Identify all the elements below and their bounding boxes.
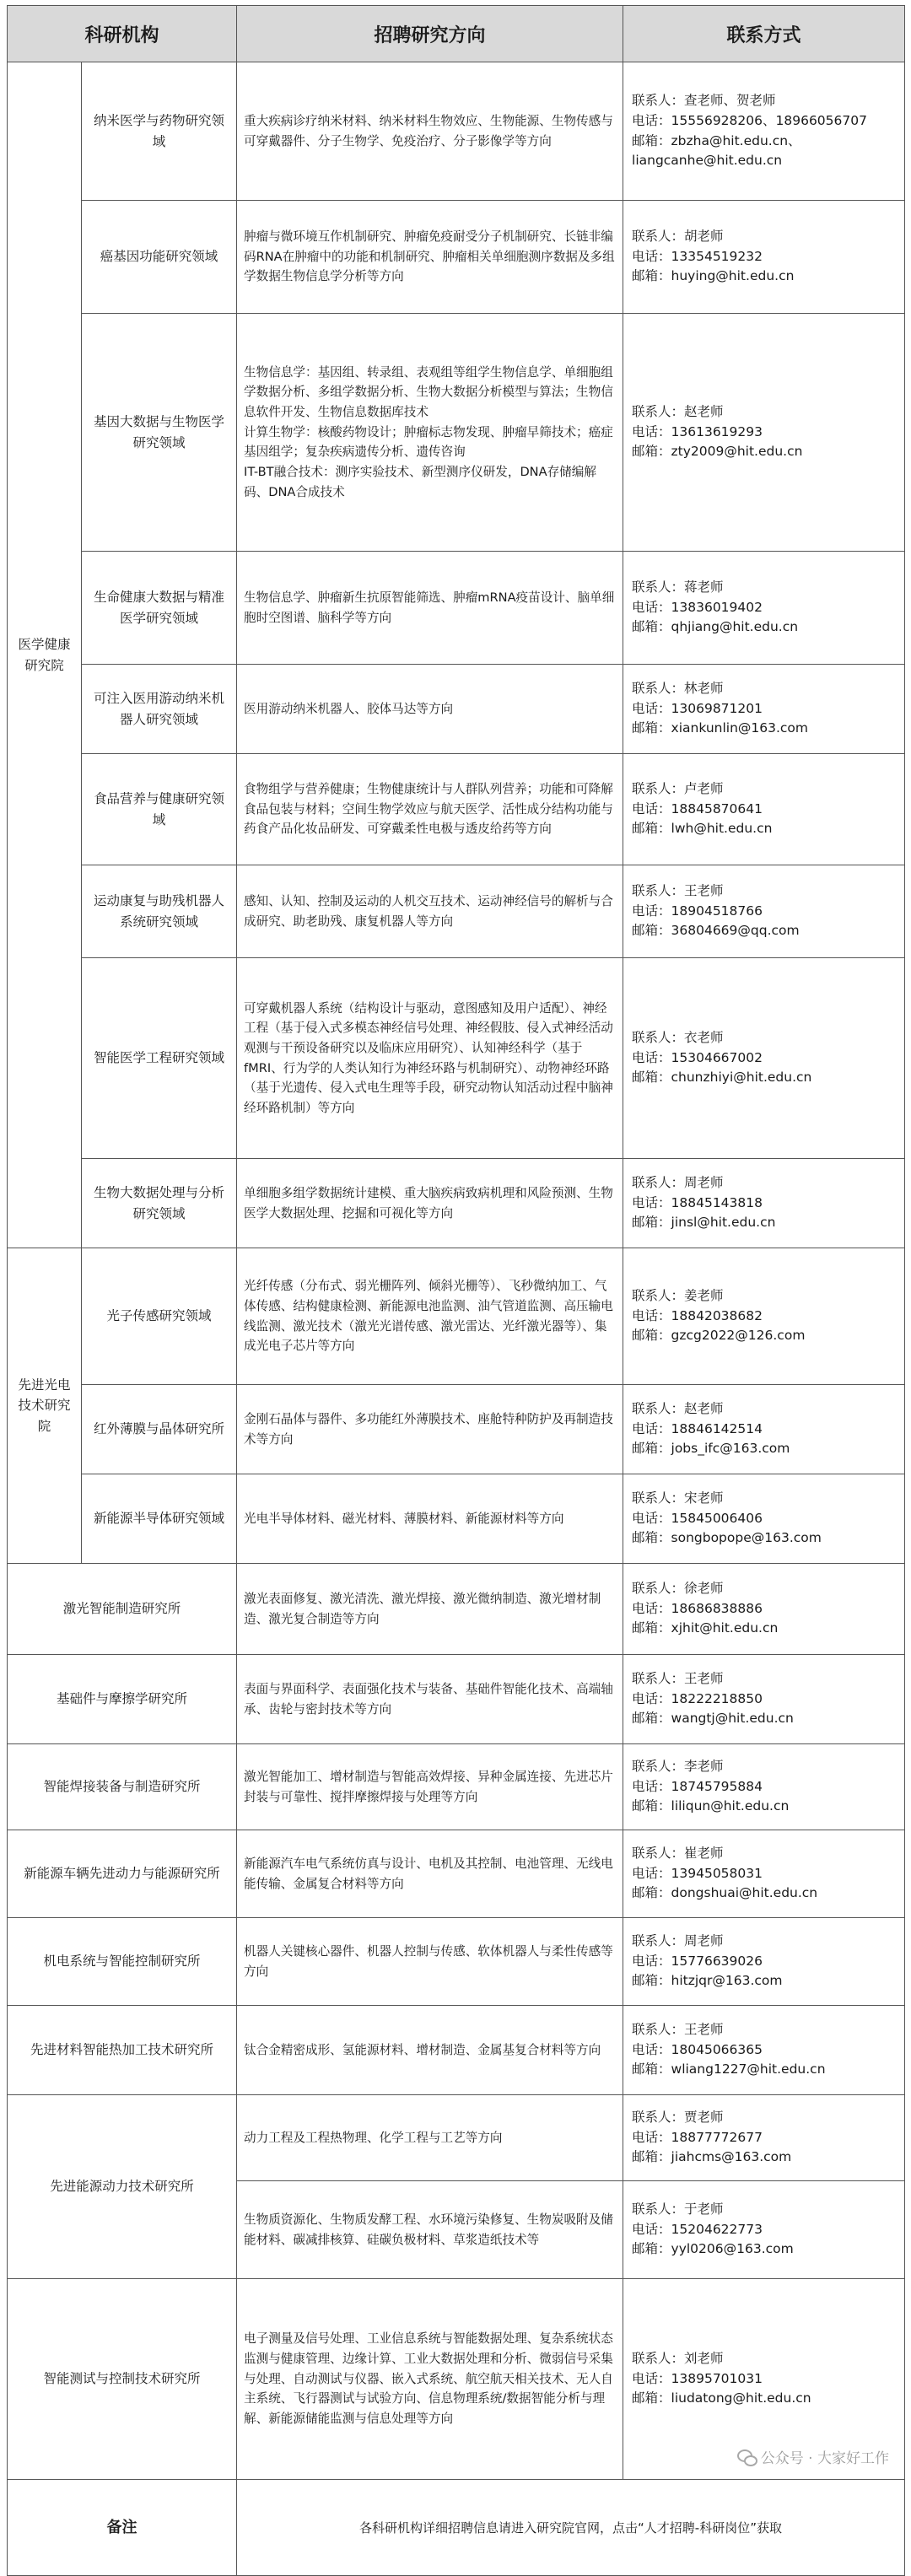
header-institution: 科研机构 [8,6,237,62]
direction-cell: 重大疾病诊疗纳米材料、纳米材料生物效应、生物能源、生物传感与可穿戴器件、分子生物学、免疫治疗、分子影像学等方向 [237,62,623,201]
sub-area: 生物大数据处理与分析研究领域 [82,1159,237,1248]
direction-cell: 单细胞多组学数据统计建模、重大脑疾病致病机理和风险预测、生物医学大数据处理、挖掘和可视化等方向 [237,1159,623,1248]
direction-cell: 光纤传感（分布式、弱光栅阵列、倾斜光栅等）、飞秒微纳加工、气体传感、结构健康检测、新能源电池监测、油气管道监测、高压输电线监测、激光技术（激光光谱传感、激光雷达、光纤激光器等）、集成光电子芯片等方向 [237,1248,623,1385]
remark-row [8,2480,905,2576]
sub-area: 可注入医用游动纳米机器人研究领域 [82,665,237,754]
table-row [8,1918,905,2006]
direction-cell: 肿瘤与微环境互作机制研究、肿瘤免疫耐受分子机制研究、长链非编码RNA在肿瘤中的功能和机制研究、肿瘤相关单细胞测序数据及多组学数据生物信息学分析等方向 [237,201,623,314]
direction-cell: 激光表面修复、激光清洗、激光焊接、激光微纳制造、激光增材制造、激光复合制造等方向 [237,1564,623,1655]
table-row [8,958,905,1159]
contact-cell: 联系人：李老师 电话：18745795884 邮箱：liliqun@hit.edu.cn [623,1744,905,1830]
table-row [8,1248,905,1385]
table-row [8,1564,905,1655]
contact-cell: 联系人：赵老师 电话：18846142514 邮箱：jobs_ifc@163.com [623,1385,905,1474]
direction-cell: 新能源汽车电气系统仿真与设计、电机及其控制、电池管理、无线电能传输、金属复合材料等方向 [237,1830,623,1918]
sub-area: 新能源半导体研究领域 [82,1474,237,1564]
sub-area: 癌基因功能研究领域 [82,201,237,314]
sub-area: 食品营养与健康研究领域 [82,754,237,865]
direction-cell: 金刚石晶体与器件、多功能红外薄膜技术、座舱特种防护及再制造技术等方向 [237,1385,623,1474]
remark-label: 备注 [8,2480,237,2576]
institute-name: 基础件与摩擦学研究所 [8,1655,237,1744]
table-row [8,1744,905,1830]
contact-cell: 联系人：于老师 电话：15204622773 邮箱：yyl0206@163.com [623,2181,905,2279]
institute-name: 机电系统与智能控制研究所 [8,1918,237,2006]
table-row [8,1385,905,1474]
contact-cell: 联系人：王老师 电话：18904518766 邮箱：36804669@qq.com [623,865,905,958]
contact-cell: 联系人：卢老师 电话：18845870641 邮箱：lwh@hit.edu.cn [623,754,905,865]
direction-cell: 生物信息学：基因组、转录组、表观组等组学生物信息学、单细胞组学数据分析、多组学数据分析、生物大数据分析模型与算法；生物信息软件开发、生物信息数据库技术 计算生物学：核酸药物设计；肿瘤标志物发现、肿瘤早筛技术；癌症基因组学；复杂疾病遗传分析、遗传咨询 IT-BT融合技术：测序实验技术、新型测序仪研发，DNA存储编解码、DNA合成技术 [237,314,623,552]
sub-area: 生命健康大数据与精准医学研究领域 [82,552,237,665]
contact-cell: 联系人：姜老师 电话：18842038682 邮箱：gzcg2022@126.com [623,1248,905,1385]
sub-area: 纳米医学与药物研究领域 [82,62,237,201]
table-row [8,552,905,665]
contact-cell: 联系人：贾老师 电话：18877772677 邮箱：jiahcms@163.com [623,2095,905,2181]
table-row [8,2006,905,2095]
institute-name: 先进光电技术研究院 [8,1248,82,1564]
sub-area: 运动康复与助残机器人系统研究领域 [82,865,237,958]
direction-cell: 医用游动纳米机器人、胶体马达等方向 [237,665,623,754]
sub-area: 红外薄膜与晶体研究所 [82,1385,237,1474]
direction-cell: 生物信息学、肿瘤新生抗原智能筛选、肿瘤mRNA疫苗设计、脑单细胞时空图谱、脑科学等方向 [237,552,623,665]
direction-cell: 机器人关键核心器件、机器人控制与传感、软体机器人与柔性传感等方向 [237,1918,623,2006]
table-row [8,1159,905,1248]
direction-cell: 表面与界面科学、表面强化技术与装备、基础件智能化技术、高端轴承、齿轮与密封技术等方向 [237,1655,623,1744]
table-row [8,62,905,201]
institute-name: 先进材料智能热加工技术研究所 [8,2006,237,2095]
table-row [8,865,905,958]
direction-cell: 感知、认知、控制及运动的人机交互技术、运动神经信号的解析与合成研究、助老助残、康复机器人等方向 [237,865,623,958]
institute-name: 智能测试与控制技术研究所 [8,2279,237,2480]
direction-cell: 光电半导体材料、磁光材料、薄膜材料、新能源材料等方向 [237,1474,623,1564]
contact-cell: 联系人：刘老师 电话：13895701031 邮箱：liudatong@hit.edu.cn [623,2279,905,2480]
direction-cell: 钛合金精密成形、氢能源材料、增材制造、金属基复合材料等方向 [237,2006,623,2095]
institute-name: 新能源车辆先进动力与能源研究所 [8,1830,237,1918]
sub-area: 光子传感研究领域 [82,1248,237,1385]
sub-area: 智能医学工程研究领域 [82,958,237,1159]
header-direction: 招聘研究方向 [237,6,623,62]
table-row [8,2095,905,2181]
direction-cell: 食物组学与营养健康；生物健康统计与人群队列营养；功能和可降解食品包装与材料；空间生物学效应与航天医学、活性成分结构功能与药食产品化妆品研发、可穿戴柔性电极与透皮给药等方向 [237,754,623,865]
contact-cell: 联系人：衣老师 电话：15304667002 邮箱：chunzhiyi@hit.edu.cn [623,958,905,1159]
institute-name: 先进能源动力技术研究所 [8,2095,237,2279]
header-contact: 联系方式 [623,6,905,62]
direction-cell: 激光智能加工、增材制造与智能高效焊接、异种金属连接、先进芯片封装与可靠性、搅拌摩擦焊接与处理等方向 [237,1744,623,1830]
watermark [737,2446,889,2467]
contact-cell: 联系人：王老师 电话：18045066365 邮箱：wliang1227@hit.edu.cn [623,2006,905,2095]
institute-name: 医学健康研究院 [8,62,82,1248]
contact-cell: 联系人：徐老师 电话：18686838886 邮箱：xjhit@hit.edu.cn [623,1564,905,1655]
watermark-text: 公众号 · 大家好工作 [760,2450,889,2467]
contact-cell: 联系人：赵老师 电话：13613619293 邮箱：zty2009@hit.edu.cn [623,314,905,552]
direction-cell: 生物质资源化、生物质发酵工程、水环境污染修复、生物炭吸附及储能材料、碳减排核算、硅碳负极材料、草浆造纸技术等 [237,2181,623,2279]
direction-cell: 动力工程及工程热物理、化学工程与工艺等方向 [237,2095,623,2181]
remark-text: 各科研机构详细招聘信息请进入研究院官网，点击“人才招聘-科研岗位”获取 [237,2480,905,2576]
contact-cell: 联系人：林老师 电话：13069871201 邮箱：xiankunlin@163.com [623,665,905,754]
header-row [8,6,905,62]
table-row [8,201,905,314]
contact-cell: 联系人：宋老师 电话：15845006406 邮箱：songbopope@163.com [623,1474,905,1564]
table-row [8,1474,905,1564]
contact-cell: 联系人：周老师 电话：18845143818 邮箱：jinsl@hit.edu.cn [623,1159,905,1248]
table-row [8,1655,905,1744]
recruitment-table [7,5,905,2576]
contact-cell: 联系人：王老师 电话：18222218850 邮箱：wangtj@hit.edu.cn [623,1655,905,1744]
direction-cell: 可穿戴机器人系统（结构设计与驱动，意图感知及用户适配）、神经工程（基于侵入式多模态神经信号处理、神经假肢、侵入式神经活动观测与干预设备研究以及临床应用研究）、认知神经科学（基于fMRI、行为学的人类认知行为神经环路与机制研究）、动物神经环路（基于光遗传、侵入式电生理等手段，研究动物认知活动过程中脑神经环路机制）等方向 [237,958,623,1159]
contact-cell: 联系人：周老师 电话：15776639026 邮箱：hitzjqr@163.com [623,1918,905,2006]
contact-cell: 联系人：胡老师 电话：13354519232 邮箱：huying@hit.edu.cn [623,201,905,314]
institute-name: 激光智能制造研究所 [8,1564,237,1655]
contact-cell: 联系人：蒋老师 电话：13836019402 邮箱：qhjiang@hit.edu.cn [623,552,905,665]
wechat-icon [737,2449,756,2465]
table-row [8,314,905,552]
direction-cell: 电子测量及信号处理、工业信息系统与智能数据处理、复杂系统状态监测与健康管理、边缘计算、工业大数据处理和分析、微弱信号采集与处理、自动测试与仪器、嵌入式系统、航空航天相关技术、无人自主系统、飞行器测试与试验方向、信息物理系统/数据智能分析与理解、新能源储能监测与信息处理等方向 [237,2279,623,2480]
contact-cell: 联系人：崔老师 电话：13945058031 邮箱：dongshuai@hit.edu.cn [623,1830,905,1918]
sub-area: 基因大数据与生物医学研究领域 [82,314,237,552]
contact-cell: 联系人：查老师、贺老师 电话：15556928206、18966056707 邮箱：zbzha@hit.edu.cn、 liangcanhe@hit.edu.cn [623,62,905,201]
table-row [8,754,905,865]
table-row [8,1830,905,1918]
table-row [8,665,905,754]
institute-name: 智能焊接装备与制造研究所 [8,1744,237,1830]
